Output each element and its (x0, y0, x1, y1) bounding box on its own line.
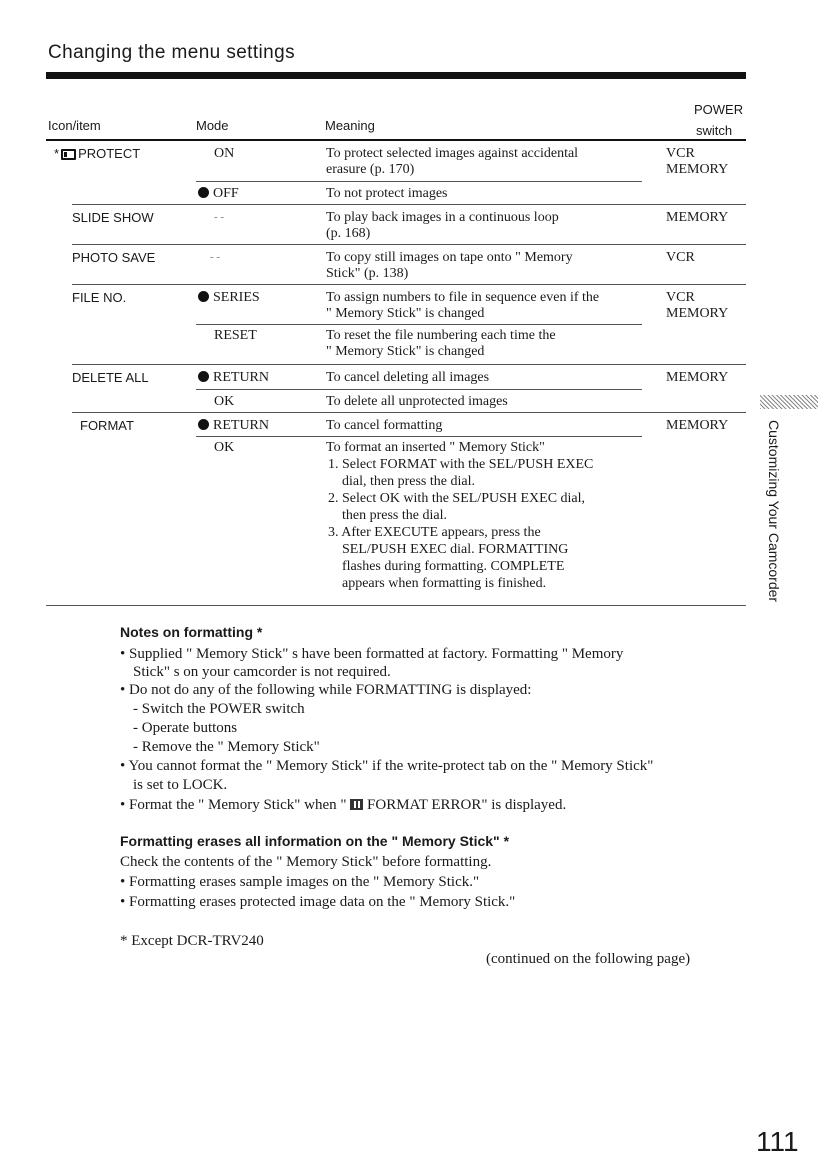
format-error-text-pre: • Format the " Memory Stick" when " (120, 797, 347, 813)
table-bottom-rule (46, 605, 746, 606)
meaning-file-no-series-line1: To assign numbers to file in sequence even if the (326, 290, 600, 305)
switch-photo-save: VCR (666, 250, 695, 265)
row-divider (196, 389, 642, 390)
mode-photo-save: - - (210, 251, 221, 263)
notes-heading (120, 624, 262, 640)
column-header-icon-item: Icon/item (48, 118, 101, 133)
column-header-meaning: Meaning (325, 118, 375, 133)
section-tab-marker (760, 395, 818, 409)
meaning-slide-show-line1: To play back images in a continuous loop (326, 210, 559, 225)
meaning-protect-off: To not protect images (326, 186, 448, 201)
meaning-file-no-reset-line1: To reset the file numbering each time the (326, 328, 556, 343)
footnote-star: * (54, 146, 60, 161)
mode-delete-all-return (198, 370, 269, 386)
footnote-star: * (256, 624, 263, 640)
footnote: * Except DCR-TRV240 (120, 933, 264, 949)
notes-line: - Switch the POWER switch (133, 701, 305, 717)
meaning-protect-on-line1: To protect selected images against accidental (326, 146, 579, 161)
item-delete-all: DELETE ALL (72, 370, 149, 385)
mode-slide-show: - - (214, 211, 225, 223)
format-step-line: dial, then press the dial. (342, 474, 475, 489)
row-divider (72, 412, 746, 413)
format-step-line: 3. After EXECUTE appears, press the (328, 525, 541, 540)
format-step-line: SEL/PUSH EXEC dial. FORMATTING (342, 542, 569, 557)
switch-delete-all: MEMORY (666, 370, 729, 385)
meaning-format-return: To cancel formatting (326, 418, 443, 433)
erase-line: • Formatting erases sample images on the " Memory Stick." (120, 874, 480, 890)
meaning-file-no-reset-line2: " Memory Stick" is changed (326, 344, 485, 359)
meaning-photo-save-line1: To copy still images on tape onto " Memory (326, 250, 573, 265)
footnote-star: * (503, 833, 510, 849)
column-header-switch-line2: switch (696, 123, 733, 138)
meaning-slide-show-line2: (p. 168) (326, 226, 371, 241)
row-divider (72, 204, 746, 205)
switch-protect-memory: MEMORY (666, 162, 729, 177)
format-step-line: flashes during formatting. COMPLETE (342, 559, 565, 574)
mode-label: RETURN (213, 418, 269, 433)
default-setting-dot-icon (198, 291, 209, 302)
meaning-delete-all-return: To cancel deleting all images (326, 370, 490, 385)
erase-heading-text: Formatting erases all information on the " Memory Stick" (120, 833, 500, 849)
switch-file-no-vcr: VCR (666, 290, 695, 305)
item-protect (54, 146, 140, 162)
erase-heading (120, 833, 509, 849)
switch-protect-vcr: VCR (666, 146, 695, 161)
notes-line: is set to LOCK. (133, 777, 228, 793)
default-setting-dot-icon (198, 187, 209, 198)
notes-heading-text: Notes on formatting (120, 624, 253, 640)
notes-line: • You cannot format the " Memory Stick" if the write-protect tab on the " Memory Stick" (120, 758, 654, 774)
title-rule (46, 72, 746, 79)
row-divider (196, 324, 642, 325)
column-header-mode: Mode (196, 118, 229, 133)
section-tab-label: Customizing Your Camcorder (766, 420, 782, 603)
erase-line: • Formatting erases protected image data on the " Memory Stick." (120, 894, 516, 910)
mode-label: OFF (213, 186, 239, 201)
switch-slide-show: MEMORY (666, 210, 729, 225)
switch-file-no-memory: MEMORY (666, 306, 729, 321)
default-setting-dot-icon (198, 419, 209, 430)
meaning-protect-on-line2: erasure (p. 170) (326, 162, 415, 177)
notes-line: - Operate buttons (133, 720, 238, 736)
switch-format: MEMORY (666, 418, 729, 433)
meaning-photo-save-line2: Stick" (p. 138) (326, 266, 409, 281)
row-divider (72, 364, 746, 365)
mode-label: SERIES (213, 290, 260, 305)
format-step-line: 2. Select OK with the SEL/PUSH EXEC dial, (328, 491, 586, 506)
mode-format-ok: OK (214, 440, 235, 455)
column-header-switch-line1: POWER (694, 102, 744, 117)
notes-line: • Supplied " Memory Stick" s have been formatted at factory. Formatting " Memory (120, 646, 624, 662)
page-number: 111 (756, 1126, 799, 1157)
mode-protect-on: ON (214, 146, 235, 161)
format-step-line: appears when formatting is finished. (342, 576, 547, 591)
item-photo-save: PHOTO SAVE (72, 250, 156, 265)
page-title: Changing the menu settings (48, 42, 295, 63)
format-step-line: 1. Select FORMAT with the SEL/PUSH EXEC (328, 457, 594, 472)
notes-line: • Do not do any of the following while FORMATTING is displayed: (120, 682, 532, 698)
memory-stick-icon (350, 799, 363, 810)
format-step-line: then press the dial. (342, 508, 447, 523)
item-format: FORMAT (80, 418, 134, 433)
header-rule (46, 139, 746, 141)
item-file-no: FILE NO. (72, 290, 127, 305)
mode-protect-off (198, 186, 239, 202)
mode-file-no-reset: RESET (214, 328, 257, 343)
mode-file-no-series (198, 290, 260, 306)
notes-line-format-error (120, 796, 566, 814)
memory-card-icon (61, 149, 76, 160)
item-protect-label: PROTECT (78, 146, 141, 161)
row-divider (72, 244, 746, 245)
row-divider (196, 181, 642, 182)
mode-delete-all-ok: OK (214, 394, 235, 409)
mode-format-return (198, 418, 269, 434)
format-step-line: To format an inserted " Memory Stick" (326, 440, 545, 455)
format-error-text-post: FORMAT ERROR" is displayed. (367, 797, 567, 813)
continued-note: (continued on the following page) (486, 951, 691, 967)
notes-line: - Remove the " Memory Stick" (133, 739, 320, 755)
item-slide-show: SLIDE SHOW (72, 210, 154, 225)
erase-line: Check the contents of the " Memory Stick" before formatting. (120, 854, 492, 870)
row-divider (72, 284, 746, 285)
notes-line: Stick" s on your camcorder is not required. (133, 664, 391, 680)
mode-label: RETURN (213, 370, 269, 385)
meaning-delete-all-ok: To delete all unprotected images (326, 394, 508, 409)
row-divider (196, 436, 642, 437)
meaning-file-no-series-line2: " Memory Stick" is changed (326, 306, 485, 321)
default-setting-dot-icon (198, 371, 209, 382)
